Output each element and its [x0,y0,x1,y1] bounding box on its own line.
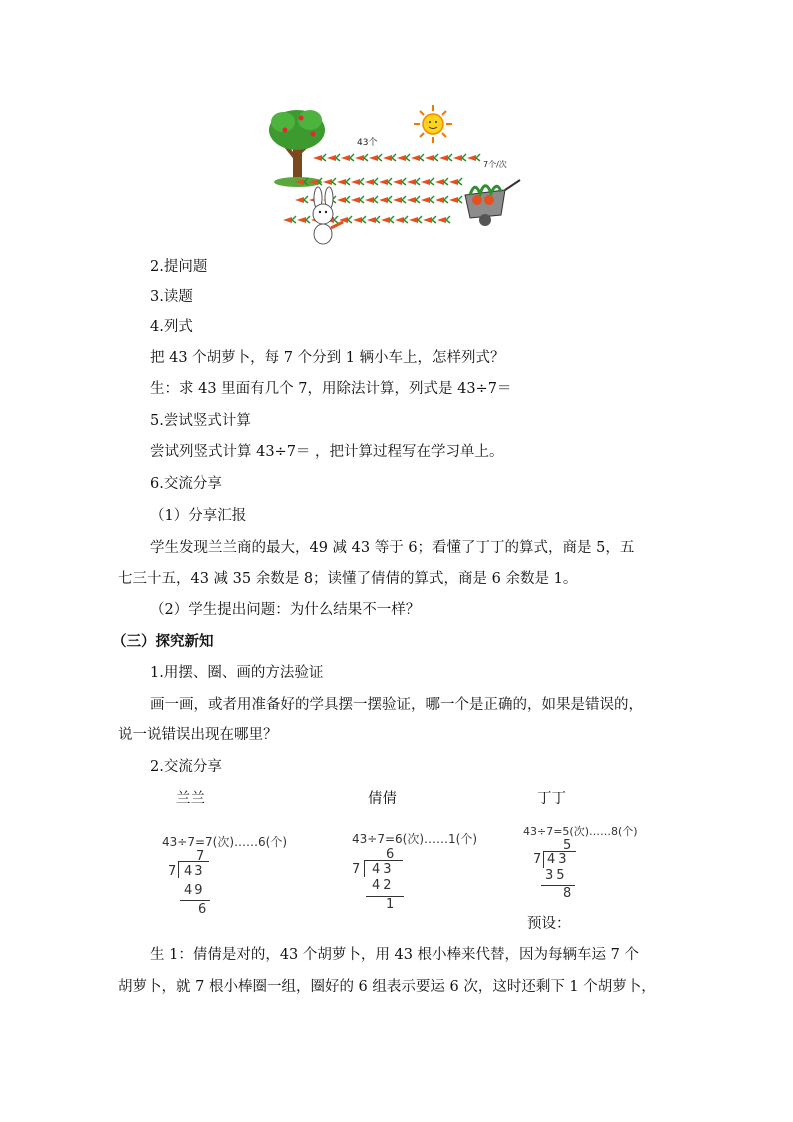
carrot-icon [453,155,462,161]
line-11: 七三十五，43 减 35 余数是 8；读懂了倩倩的算式，商是 6 余数是 1。 [118,571,578,587]
total-label: 43个 [357,138,378,148]
remainder-dingding: 8 [563,886,572,901]
quotient-qianqian: 6 [386,847,395,862]
carrot-icon [379,197,388,203]
carrot-icon [365,197,374,203]
carrot-icon [383,155,392,161]
carrot-leaf [360,196,364,203]
line-2: 3.读题 [150,289,193,305]
carrot-leaf [390,216,394,223]
carrot-leaf [444,196,448,203]
carrot-leaf [336,154,340,161]
carrot-leaf [348,216,352,223]
section-heading: （三）探究新知 [112,633,214,650]
preset-label: 预设： [527,916,571,932]
carrot-leaf [364,154,368,161]
carrot-icon [435,179,444,185]
work-lanlan [162,833,288,917]
student-name-lanlan: 兰兰 [176,791,205,807]
carrot-leaf [360,178,364,185]
carrot-leaf [404,216,408,223]
carrot-icon [439,155,448,161]
line-15: 画一画，或者用准备好的学具摆一摆验证，哪一个是正确的，如果是错误的， [150,697,643,713]
carrot-leaf [402,178,406,185]
carrot-leaf [430,196,434,203]
work-qianqian [352,830,478,912]
carrot-leaf [346,196,350,203]
carrot-leaf [432,216,436,223]
carrot-rows [283,154,480,223]
carrot-leaf [388,196,392,203]
carrot-leaf [446,216,450,223]
dividend-lanlan: 43 [184,864,205,879]
line-16: 说一说错误出现在哪里？ [118,727,278,743]
remainder-qianqian: 1 [386,897,395,912]
carrot-icon [435,197,444,203]
work-dingding [523,823,638,901]
carrot-icon [395,217,404,223]
carrot-leaf [362,216,366,223]
carrot-leaf [322,154,326,161]
line-9: （1）分享汇报 [150,508,247,524]
carrot-icon [341,155,350,161]
rabbit-icon [313,187,343,244]
carrot-icon [421,197,430,203]
carrot-icon [379,179,388,185]
sun-icon [414,105,452,143]
remainder-lanlan: 6 [198,902,207,917]
carrot-leaf [402,196,406,203]
line-5: 生：求 43 里面有几个 7，用除法计算，列式是 43÷7＝ [150,381,512,397]
tail-line-1: 生 1：倩倩是对的，43 个胡萝卜，用 43 根小棒来代替，因为每辆车运 7 个 [150,947,640,963]
quotient-dingding: 5 [563,838,572,853]
carrot-leaf [476,154,480,161]
carrot-icon [393,197,402,203]
carrot-leaf [292,216,296,223]
carrot-icon [297,217,306,223]
quotient-lanlan: 7 [196,849,205,864]
equation-dingding: 43÷7=5(次)……8(个) [523,825,638,838]
carrot-icon [409,217,418,223]
carrot-icon [313,155,322,161]
carrot-icon [337,197,346,203]
carrot-leaf [388,178,392,185]
line-6: 5.尝试竖式计算 [150,413,251,429]
student-name-dingding: 丁丁 [537,791,566,807]
line-17: 2.交流分享 [150,759,222,775]
carrot-icon [369,155,378,161]
carrot-icon [467,155,476,161]
carrot-icon [367,217,376,223]
dividend-qianqian: 43 [372,862,395,877]
carrot-icon [421,179,430,185]
carrot-leaf [418,216,422,223]
carrot-icon [353,217,362,223]
dividend-dingding: 43 [547,852,570,867]
carrot-leaf [334,216,338,223]
carrot-leaf [392,154,396,161]
equation-qianqian: 43÷7=6(次)……1(个) [352,832,478,846]
carrot-icon [393,179,402,185]
carrot-icon [327,155,336,161]
line-7: 尝试列竖式计算 43÷7＝ ，把计算过程写在学习单上。 [150,444,504,460]
product-dingding: 35 [545,868,568,883]
student-name-qianqian: 倩倩 [368,791,397,807]
carrot-leaf [346,178,350,185]
product-qianqian: 42 [372,878,395,893]
carrot-leaf [378,154,382,161]
carrot-icon [365,179,374,185]
carrot-icon [283,217,292,223]
line-14: 1.用摆、圈、画的方法验证 [150,665,324,681]
carrot-leaf [462,154,466,161]
carrot-icon [423,217,432,223]
carrot-leaf [332,178,336,185]
rate-label: 7个/次 [483,160,507,169]
carrot-icon [411,155,420,161]
line-10: 学生发现兰兰商的最大，49 减 43 等于 6；看懂了丁丁的算式，商是 5，五 [150,540,635,556]
line-3: 4.列式 [150,319,193,335]
tree-icon [269,110,325,187]
carrot-leaf [430,178,434,185]
carrot-icon [295,197,304,203]
carrot-icon [337,179,346,185]
carrot-leaf [306,216,310,223]
carrot-leaf [350,154,354,161]
carrot-leaf [416,178,420,185]
carrot-leaf [416,196,420,203]
equation-lanlan: 43÷7=7(次)……6(个) [162,835,288,849]
carrot-icon [351,197,360,203]
carrot-icon [351,179,360,185]
carrot-leaf [406,154,410,161]
carrot-icon [425,155,434,161]
product-lanlan: 49 [184,883,205,898]
cart-icon [465,180,520,226]
line-4: 把 43 个胡萝卜，每 7 个分到 1 辆小车上，怎样列式？ [150,350,505,366]
carrot-leaf [434,154,438,161]
carrot-leaf [374,196,378,203]
carrot-icon [323,179,332,185]
line-12: （2）学生提出问题：为什么结果不一样？ [150,602,421,618]
line-1: 2.提问题 [150,259,208,275]
carrot-icon [449,197,458,203]
carrot-icon [449,179,458,185]
line-8: 6.交流分享 [150,476,222,492]
carrot-icon [381,217,390,223]
divisor-lanlan: 7 [168,864,177,879]
carrot-icon [407,197,416,203]
tail-line-2: 胡萝卜，就 7 根小棒圈一组，圈好的 6 组表示要运 6 次，这时还剩下 1 个胡萝卜， [118,979,656,995]
carrot-leaf [444,178,448,185]
carrot-leaf [374,178,378,185]
carrot-icon [437,217,446,223]
carrot-leaf [376,216,380,223]
carrot-icon [407,179,416,185]
carrot-leaf [304,196,308,203]
carrot-leaf [458,196,462,203]
carrot-illustration [265,100,535,250]
carrot-leaf [458,178,462,185]
carrot-icon [397,155,406,161]
divisor-qianqian: 7 [352,862,361,877]
divisor-dingding: 7 [533,852,542,867]
carrot-leaf [420,154,424,161]
carrot-leaf [448,154,452,161]
carrot-icon [355,155,364,161]
